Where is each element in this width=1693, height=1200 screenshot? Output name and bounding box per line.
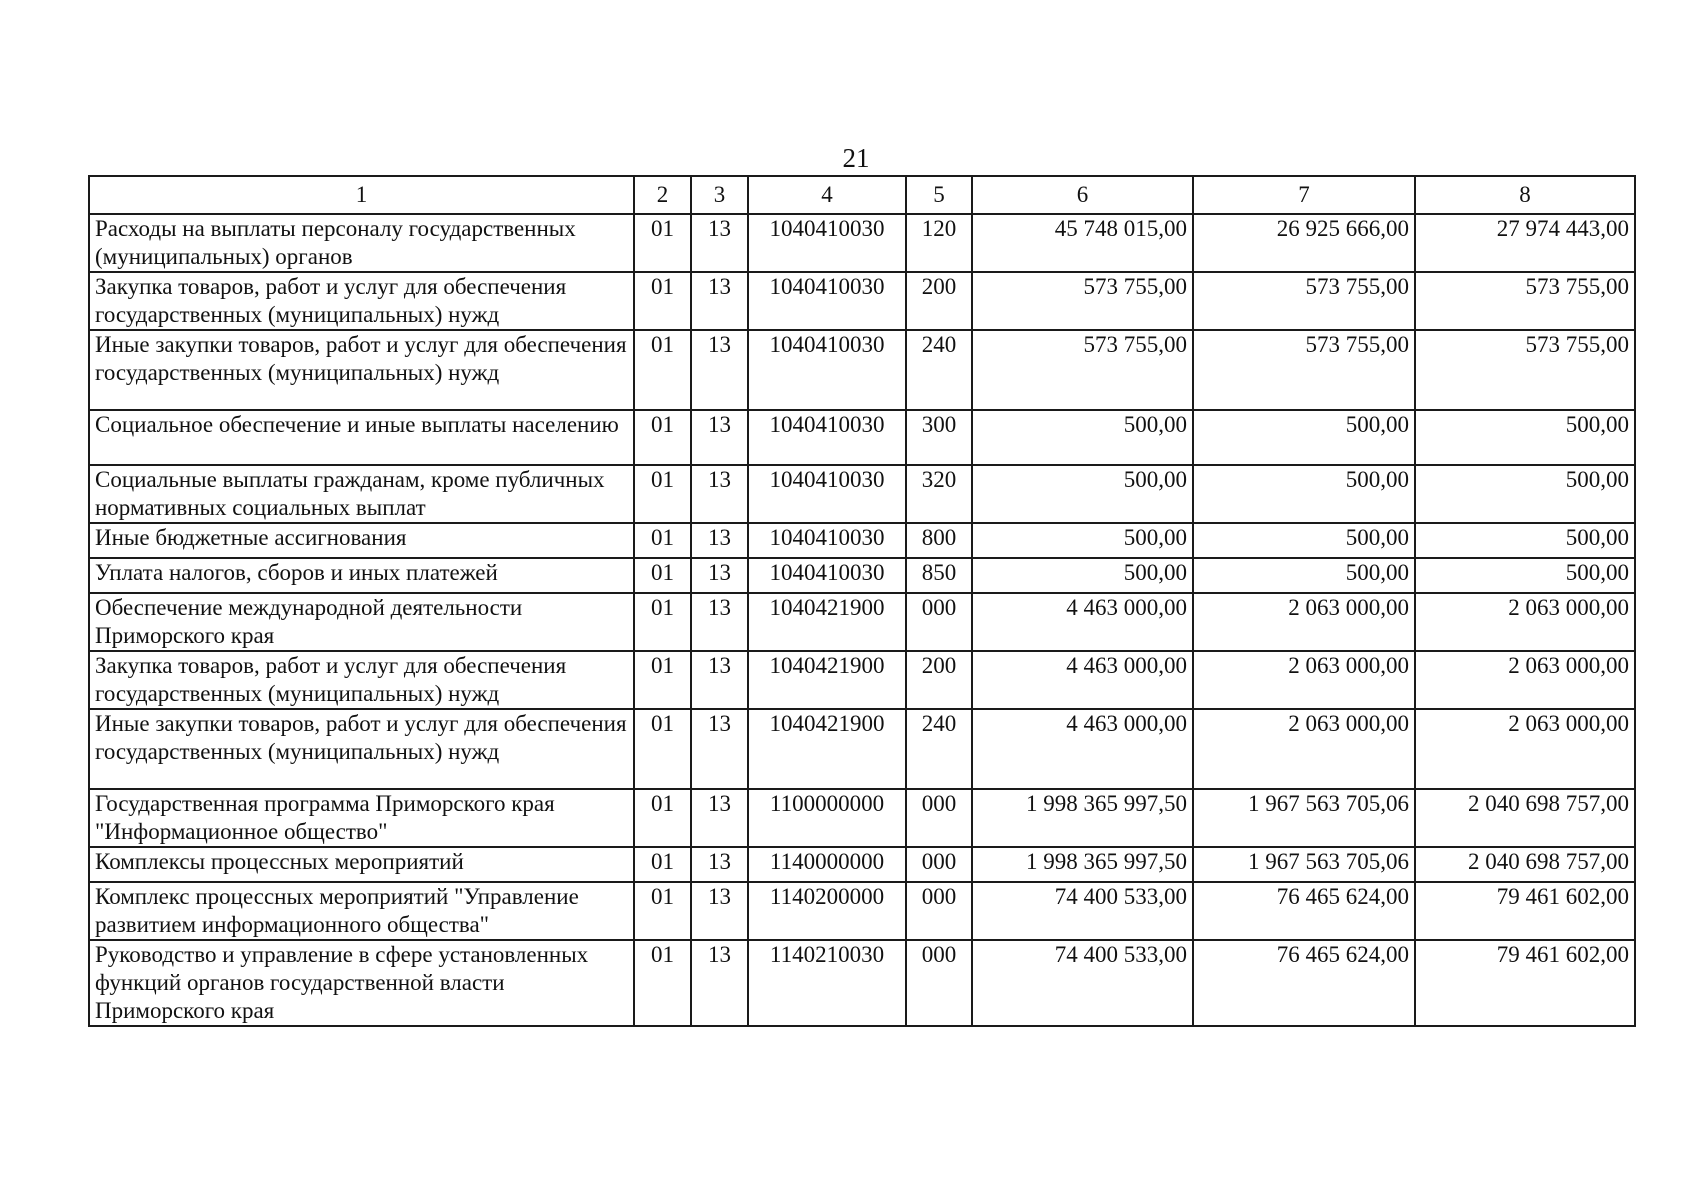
subsection-code-cell: 13 [691,558,748,593]
page-number: 21 [842,143,870,173]
amount-col7-cell: 76 465 624,00 [1193,940,1415,1026]
amount-col6-cell: 500,00 [972,558,1193,593]
expense-type-cell: 300 [906,410,972,465]
amount-col8-cell: 79 461 602,00 [1415,940,1635,1026]
amount-col7-cell: 500,00 [1193,410,1415,465]
expense-type-cell: 000 [906,593,972,651]
target-article-cell: 1040421900 [748,651,906,709]
subsection-code-cell: 13 [691,882,748,940]
subsection-code-cell: 13 [691,847,748,882]
amount-col8-cell: 573 755,00 [1415,330,1635,410]
section-code-cell: 01 [634,272,691,330]
subsection-code-cell: 13 [691,651,748,709]
row-name-cell: Закупка товаров, работ и услуг для обеспечения государственных (муниципальных) нужд [89,272,634,330]
expense-type-cell: 240 [906,330,972,410]
target-article-cell: 1040421900 [748,593,906,651]
amount-col8-cell: 500,00 [1415,410,1635,465]
target-article-cell: 1040410030 [748,558,906,593]
table-row [89,593,1635,651]
row-name-cell: Расходы на выплаты персоналу государственных (муниципальных) органов [89,214,634,272]
amount-col7-cell: 2 063 000,00 [1193,651,1415,709]
amount-col7-cell: 26 925 666,00 [1193,214,1415,272]
amount-col8-cell: 2 063 000,00 [1415,709,1635,789]
amount-col6-cell: 1 998 365 997,50 [972,847,1193,882]
amount-col6-cell: 74 400 533,00 [972,882,1193,940]
table-row [89,330,1635,410]
target-article-cell: 1140210030 [748,940,906,1026]
row-name-cell: Уплата налогов, сборов и иных платежей [89,558,634,593]
column-header: 6 [972,176,1193,214]
target-article-cell: 1040410030 [748,214,906,272]
row-name-cell: Руководство и управление в сфере установленных функций органов государственной власти Приморского края [89,940,634,1026]
column-header: 8 [1415,176,1635,214]
budget-table [88,175,1636,1027]
amount-col6-cell: 1 998 365 997,50 [972,789,1193,847]
expense-type-cell: 000 [906,789,972,847]
expense-type-cell: 800 [906,523,972,558]
amount-col8-cell: 27 974 443,00 [1415,214,1635,272]
section-code-cell: 01 [634,651,691,709]
expense-type-cell: 320 [906,465,972,523]
section-code-cell: 01 [634,709,691,789]
expense-type-cell: 200 [906,272,972,330]
table-row [89,465,1635,523]
amount-col6-cell: 4 463 000,00 [972,593,1193,651]
row-name-cell: Иные бюджетные ассигнования [89,523,634,558]
amount-col7-cell: 2 063 000,00 [1193,709,1415,789]
amount-col6-cell: 500,00 [972,523,1193,558]
table-row [89,558,1635,593]
row-name-cell: Комплексы процессных мероприятий [89,847,634,882]
row-name-cell: Иные закупки товаров, работ и услуг для обеспечения государственных (муниципальных) нужд [89,709,634,789]
column-header: 7 [1193,176,1415,214]
target-article-cell: 1040410030 [748,410,906,465]
table-row [89,882,1635,940]
amount-col7-cell: 2 063 000,00 [1193,593,1415,651]
column-header: 4 [748,176,906,214]
amount-col8-cell: 573 755,00 [1415,272,1635,330]
section-code-cell: 01 [634,465,691,523]
subsection-code-cell: 13 [691,272,748,330]
amount-col8-cell: 500,00 [1415,523,1635,558]
amount-col6-cell: 4 463 000,00 [972,709,1193,789]
amount-col8-cell: 500,00 [1415,465,1635,523]
section-code-cell: 01 [634,789,691,847]
section-code-cell: 01 [634,847,691,882]
target-article-cell: 1040410030 [748,523,906,558]
subsection-code-cell: 13 [691,410,748,465]
column-header: 2 [634,176,691,214]
amount-col8-cell: 79 461 602,00 [1415,882,1635,940]
amount-col7-cell: 500,00 [1193,465,1415,523]
amount-col6-cell: 573 755,00 [972,272,1193,330]
row-name-cell: Государственная программа Приморского края "Информационное общество" [89,789,634,847]
amount-col6-cell: 500,00 [972,465,1193,523]
amount-col7-cell: 500,00 [1193,523,1415,558]
section-code-cell: 01 [634,593,691,651]
table-row [89,410,1635,465]
row-name-cell: Социальное обеспечение и иные выплаты населению [89,410,634,465]
expense-type-cell: 240 [906,709,972,789]
table-row [89,789,1635,847]
amount-col8-cell: 2 040 698 757,00 [1415,847,1635,882]
section-code-cell: 01 [634,558,691,593]
target-article-cell: 1040410030 [748,272,906,330]
expense-type-cell: 000 [906,882,972,940]
subsection-code-cell: 13 [691,789,748,847]
subsection-code-cell: 13 [691,330,748,410]
amount-col7-cell: 573 755,00 [1193,330,1415,410]
subsection-code-cell: 13 [691,593,748,651]
table-row [89,709,1635,789]
amount-col7-cell: 500,00 [1193,558,1415,593]
target-article-cell: 1140000000 [748,847,906,882]
table-row [89,523,1635,558]
table-row [89,847,1635,882]
amount-col7-cell: 1 967 563 705,06 [1193,847,1415,882]
amount-col6-cell: 573 755,00 [972,330,1193,410]
column-header: 3 [691,176,748,214]
subsection-code-cell: 13 [691,940,748,1026]
section-code-cell: 01 [634,214,691,272]
column-header: 5 [906,176,972,214]
table-body [89,214,1635,1026]
table-row [89,940,1635,1026]
expense-type-cell: 000 [906,847,972,882]
amount-col7-cell: 76 465 624,00 [1193,882,1415,940]
target-article-cell: 1040410030 [748,330,906,410]
subsection-code-cell: 13 [691,523,748,558]
amount-col7-cell: 573 755,00 [1193,272,1415,330]
amount-col6-cell: 45 748 015,00 [972,214,1193,272]
target-article-cell: 1140200000 [748,882,906,940]
amount-col8-cell: 500,00 [1415,558,1635,593]
header-row [89,176,1635,214]
expense-type-cell: 200 [906,651,972,709]
table-row [89,651,1635,709]
amount-col8-cell: 2 063 000,00 [1415,593,1635,651]
amount-col6-cell: 500,00 [972,410,1193,465]
column-header: 1 [89,176,634,214]
target-article-cell: 1040421900 [748,709,906,789]
amount-col8-cell: 2 063 000,00 [1415,651,1635,709]
target-article-cell: 1040410030 [748,465,906,523]
section-code-cell: 01 [634,330,691,410]
amount-col6-cell: 74 400 533,00 [972,940,1193,1026]
expense-type-cell: 000 [906,940,972,1026]
section-code-cell: 01 [634,523,691,558]
expense-type-cell: 120 [906,214,972,272]
subsection-code-cell: 13 [691,465,748,523]
expense-type-cell: 850 [906,558,972,593]
section-code-cell: 01 [634,410,691,465]
section-code-cell: 01 [634,882,691,940]
amount-col7-cell: 1 967 563 705,06 [1193,789,1415,847]
target-article-cell: 1100000000 [748,789,906,847]
section-code-cell: 01 [634,940,691,1026]
subsection-code-cell: 13 [691,214,748,272]
row-name-cell: Социальные выплаты гражданам, кроме публичных нормативных социальных выплат [89,465,634,523]
table-row [89,214,1635,272]
amount-col8-cell: 2 040 698 757,00 [1415,789,1635,847]
row-name-cell: Закупка товаров, работ и услуг для обеспечения государственных (муниципальных) нужд [89,651,634,709]
amount-col6-cell: 4 463 000,00 [972,651,1193,709]
row-name-cell: Комплекс процессных мероприятий "Управление развитием информационного общества" [89,882,634,940]
row-name-cell: Обеспечение международной деятельности Приморского края [89,593,634,651]
subsection-code-cell: 13 [691,709,748,789]
table-row [89,272,1635,330]
row-name-cell: Иные закупки товаров, работ и услуг для обеспечения государственных (муниципальных) нужд [89,330,634,410]
